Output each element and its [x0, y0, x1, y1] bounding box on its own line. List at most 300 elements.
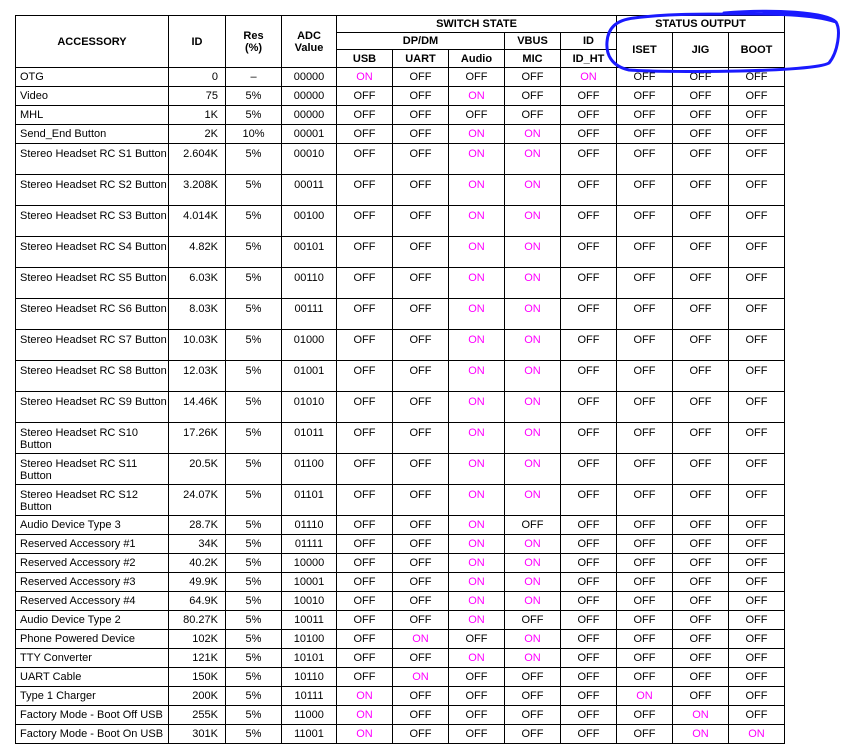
id-cell: 17.26K [169, 423, 226, 454]
jig-state-cell: OFF [673, 144, 729, 175]
id-ht-state-cell: OFF [561, 573, 617, 592]
usb-state-cell: ON [337, 706, 393, 725]
adc-cell: 01110 [282, 516, 337, 535]
audio-state-cell: OFF [449, 106, 505, 125]
usb-state-cell: OFF [337, 485, 393, 516]
id-ht-state-cell: OFF [561, 175, 617, 206]
table-row [16, 423, 785, 454]
id-ht-state-cell: OFF [561, 106, 617, 125]
res-cell: 5% [226, 268, 282, 299]
uart-state-cell: OFF [393, 87, 449, 106]
adc-cell: 01000 [282, 330, 337, 361]
jig-state-cell: OFF [673, 125, 729, 144]
table-row [16, 68, 785, 87]
adc-cell: 00001 [282, 125, 337, 144]
header-jig: JIG [673, 33, 729, 68]
accessory-name-cell: Audio Device Type 2 [16, 611, 169, 630]
audio-state-cell: ON [449, 87, 505, 106]
boot-state-cell: OFF [729, 175, 785, 206]
id-cell: 20.5K [169, 454, 226, 485]
boot-state-cell: OFF [729, 649, 785, 668]
iset-state-cell: OFF [617, 454, 673, 485]
usb-state-cell: OFF [337, 611, 393, 630]
res-cell: 5% [226, 573, 282, 592]
boot-state-cell: OFF [729, 668, 785, 687]
iset-state-cell: OFF [617, 554, 673, 573]
accessory-name-cell: Type 1 Charger [16, 687, 169, 706]
usb-state-cell: OFF [337, 299, 393, 330]
iset-state-cell: OFF [617, 106, 673, 125]
adc-cell: 10110 [282, 668, 337, 687]
id-ht-state-cell: OFF [561, 299, 617, 330]
mic-state-cell: OFF [505, 106, 561, 125]
usb-state-cell: OFF [337, 268, 393, 299]
id-cell: 150K [169, 668, 226, 687]
iset-state-cell: OFF [617, 299, 673, 330]
mic-state-cell: ON [505, 554, 561, 573]
adc-cell: 00010 [282, 144, 337, 175]
accessory-name-cell: Reserved Accessory #3 [16, 573, 169, 592]
accessory-name-cell: Audio Device Type 3 [16, 516, 169, 535]
table-row [16, 87, 785, 106]
uart-state-cell: OFF [393, 725, 449, 744]
res-cell: 5% [226, 485, 282, 516]
uart-state-cell: OFF [393, 175, 449, 206]
id-ht-state-cell: OFF [561, 611, 617, 630]
table-row [16, 706, 785, 725]
id-ht-state-cell: OFF [561, 485, 617, 516]
accessory-name-cell: Stereo Headset RC S10 Button [16, 423, 169, 454]
res-cell: 5% [226, 554, 282, 573]
accessory-name-cell: TTY Converter [16, 649, 169, 668]
id-cell: 301K [169, 725, 226, 744]
accessory-name-cell: Stereo Headset RC S1 Button [16, 144, 169, 175]
table-row [16, 392, 785, 423]
audio-state-cell: ON [449, 361, 505, 392]
iset-state-cell: OFF [617, 573, 673, 592]
id-cell: 2.604K [169, 144, 226, 175]
adc-cell: 01010 [282, 392, 337, 423]
iset-state-cell: OFF [617, 175, 673, 206]
boot-state-cell: OFF [729, 361, 785, 392]
header-vbus: VBUS [505, 33, 561, 50]
mic-state-cell: ON [505, 125, 561, 144]
audio-state-cell: ON [449, 268, 505, 299]
id-ht-state-cell: OFF [561, 125, 617, 144]
mic-state-cell: OFF [505, 706, 561, 725]
res-cell: – [226, 68, 282, 87]
boot-state-cell: OFF [729, 392, 785, 423]
uart-state-cell: OFF [393, 144, 449, 175]
accessory-name-cell: Stereo Headset RC S4 Button [16, 237, 169, 268]
uart-state-cell: OFF [393, 206, 449, 237]
mic-state-cell: ON [505, 237, 561, 268]
adc-cell: 00000 [282, 68, 337, 87]
accessory-name-cell: Stereo Headset RC S9 Button [16, 392, 169, 423]
accessory-name-cell: Factory Mode - Boot On USB [16, 725, 169, 744]
res-cell: 5% [226, 725, 282, 744]
jig-state-cell: OFF [673, 554, 729, 573]
audio-state-cell: ON [449, 175, 505, 206]
mic-state-cell: ON [505, 630, 561, 649]
id-cell: 6.03K [169, 268, 226, 299]
usb-state-cell: OFF [337, 573, 393, 592]
usb-state-cell: ON [337, 68, 393, 87]
usb-state-cell: OFF [337, 87, 393, 106]
iset-state-cell: OFF [617, 144, 673, 175]
table-row [16, 535, 785, 554]
accessory-name-cell: Stereo Headset RC S2 Button [16, 175, 169, 206]
res-cell: 5% [226, 206, 282, 237]
uart-state-cell: OFF [393, 687, 449, 706]
res-cell: 5% [226, 454, 282, 485]
uart-state-cell: OFF [393, 573, 449, 592]
mic-state-cell: ON [505, 299, 561, 330]
jig-state-cell: OFF [673, 687, 729, 706]
uart-state-cell: OFF [393, 535, 449, 554]
boot-state-cell: OFF [729, 592, 785, 611]
accessory-name-cell: UART Cable [16, 668, 169, 687]
jig-state-cell: OFF [673, 68, 729, 87]
adc-cell: 00000 [282, 87, 337, 106]
header-res: Res (%) [226, 16, 282, 68]
audio-state-cell: OFF [449, 630, 505, 649]
res-cell: 5% [226, 330, 282, 361]
mic-state-cell: ON [505, 361, 561, 392]
boot-state-cell: OFF [729, 706, 785, 725]
adc-cell: 10111 [282, 687, 337, 706]
accessory-name-cell: Reserved Accessory #4 [16, 592, 169, 611]
boot-state-cell: OFF [729, 330, 785, 361]
iset-state-cell: OFF [617, 611, 673, 630]
uart-state-cell: OFF [393, 592, 449, 611]
id-cell: 4.82K [169, 237, 226, 268]
uart-state-cell: OFF [393, 392, 449, 423]
jig-state-cell: OFF [673, 361, 729, 392]
mic-state-cell: ON [505, 268, 561, 299]
mic-state-cell: OFF [505, 668, 561, 687]
mic-state-cell: ON [505, 649, 561, 668]
adc-cell: 10010 [282, 592, 337, 611]
audio-state-cell: ON [449, 611, 505, 630]
iset-state-cell: OFF [617, 125, 673, 144]
usb-state-cell: OFF [337, 330, 393, 361]
table-row [16, 649, 785, 668]
iset-state-cell: OFF [617, 516, 673, 535]
boot-state-cell: OFF [729, 87, 785, 106]
audio-state-cell: ON [449, 516, 505, 535]
usb-state-cell: OFF [337, 592, 393, 611]
audio-state-cell: ON [449, 573, 505, 592]
header-switch-state: SWITCH STATE [337, 16, 617, 33]
id-ht-state-cell: OFF [561, 87, 617, 106]
usb-state-cell: OFF [337, 630, 393, 649]
accessory-table [15, 15, 785, 744]
table-row [16, 485, 785, 516]
audio-state-cell: ON [449, 206, 505, 237]
adc-cell: 00110 [282, 268, 337, 299]
res-cell: 5% [226, 687, 282, 706]
iset-state-cell: OFF [617, 725, 673, 744]
table-row [16, 330, 785, 361]
accessory-name-cell: Stereo Headset RC S3 Button [16, 206, 169, 237]
usb-state-cell: OFF [337, 175, 393, 206]
id-ht-state-cell: OFF [561, 630, 617, 649]
id-ht-state-cell: OFF [561, 706, 617, 725]
jig-state-cell: OFF [673, 649, 729, 668]
table-row [16, 175, 785, 206]
mic-state-cell: ON [505, 454, 561, 485]
jig-state-cell: OFF [673, 630, 729, 649]
mic-state-cell: OFF [505, 611, 561, 630]
boot-state-cell: OFF [729, 573, 785, 592]
boot-state-cell: OFF [729, 554, 785, 573]
res-cell: 5% [226, 237, 282, 268]
table-row [16, 268, 785, 299]
jig-state-cell: OFF [673, 268, 729, 299]
usb-state-cell: OFF [337, 106, 393, 125]
mic-state-cell: ON [505, 206, 561, 237]
usb-state-cell: ON [337, 725, 393, 744]
mic-state-cell: OFF [505, 87, 561, 106]
id-ht-state-cell: OFF [561, 423, 617, 454]
usb-state-cell: OFF [337, 649, 393, 668]
accessory-name-cell: Factory Mode - Boot Off USB [16, 706, 169, 725]
accessory-name-cell: Stereo Headset RC S5 Button [16, 268, 169, 299]
jig-state-cell: OFF [673, 206, 729, 237]
mic-state-cell: ON [505, 423, 561, 454]
jig-state-cell: OFF [673, 573, 729, 592]
adc-cell: 00100 [282, 206, 337, 237]
jig-state-cell: OFF [673, 611, 729, 630]
jig-state-cell: OFF [673, 668, 729, 687]
header-audio: Audio [449, 50, 505, 68]
table-row [16, 687, 785, 706]
audio-state-cell: ON [449, 423, 505, 454]
accessory-name-cell: Reserved Accessory #2 [16, 554, 169, 573]
adc-cell: 10011 [282, 611, 337, 630]
res-cell: 5% [226, 299, 282, 330]
audio-state-cell: ON [449, 330, 505, 361]
id-cell: 75 [169, 87, 226, 106]
audio-state-cell: OFF [449, 725, 505, 744]
table-row [16, 299, 785, 330]
id-ht-state-cell: OFF [561, 237, 617, 268]
boot-state-cell: OFF [729, 485, 785, 516]
audio-state-cell: ON [449, 485, 505, 516]
accessory-name-cell: Video [16, 87, 169, 106]
res-cell: 5% [226, 706, 282, 725]
header-dpdm: DP/DM [337, 33, 505, 50]
header-id-group: ID [561, 33, 617, 50]
id-ht-state-cell: OFF [561, 725, 617, 744]
res-cell: 5% [226, 668, 282, 687]
id-ht-state-cell: OFF [561, 592, 617, 611]
boot-state-cell: OFF [729, 687, 785, 706]
id-cell: 102K [169, 630, 226, 649]
id-ht-state-cell: ON [561, 68, 617, 87]
mic-state-cell: ON [505, 175, 561, 206]
boot-state-cell: OFF [729, 454, 785, 485]
table-row [16, 144, 785, 175]
id-ht-state-cell: OFF [561, 330, 617, 361]
header-id: ID [169, 16, 226, 68]
jig-state-cell: OFF [673, 237, 729, 268]
audio-state-cell: ON [449, 125, 505, 144]
uart-state-cell: OFF [393, 423, 449, 454]
jig-state-cell: ON [673, 706, 729, 725]
id-ht-state-cell: OFF [561, 535, 617, 554]
res-cell: 5% [226, 392, 282, 423]
res-cell: 5% [226, 175, 282, 206]
id-cell: 1K [169, 106, 226, 125]
accessory-name-cell: Stereo Headset RC S11 Button [16, 454, 169, 485]
iset-state-cell: OFF [617, 668, 673, 687]
iset-state-cell: ON [617, 687, 673, 706]
jig-state-cell: OFF [673, 423, 729, 454]
id-cell: 10.03K [169, 330, 226, 361]
audio-state-cell: OFF [449, 68, 505, 87]
id-cell: 80.27K [169, 611, 226, 630]
id-cell: 0 [169, 68, 226, 87]
id-ht-state-cell: OFF [561, 454, 617, 485]
jig-state-cell: OFF [673, 485, 729, 516]
id-ht-state-cell: OFF [561, 554, 617, 573]
jig-state-cell: ON [673, 725, 729, 744]
accessory-name-cell: Stereo Headset RC S7 Button [16, 330, 169, 361]
uart-state-cell: OFF [393, 268, 449, 299]
id-cell: 64.9K [169, 592, 226, 611]
adc-cell: 01001 [282, 361, 337, 392]
accessory-name-cell: MHL [16, 106, 169, 125]
jig-state-cell: OFF [673, 592, 729, 611]
adc-cell: 00111 [282, 299, 337, 330]
id-ht-state-cell: OFF [561, 668, 617, 687]
table-row [16, 361, 785, 392]
adc-cell: 10101 [282, 649, 337, 668]
uart-state-cell: OFF [393, 649, 449, 668]
usb-state-cell: OFF [337, 392, 393, 423]
boot-state-cell: OFF [729, 106, 785, 125]
header-uart: UART [393, 50, 449, 68]
mic-state-cell: ON [505, 392, 561, 423]
usb-state-cell: OFF [337, 144, 393, 175]
jig-state-cell: OFF [673, 330, 729, 361]
header-adc: ADC Value [282, 16, 337, 68]
table-row [16, 125, 785, 144]
adc-cell: 01100 [282, 454, 337, 485]
mic-state-cell: ON [505, 330, 561, 361]
uart-state-cell: OFF [393, 516, 449, 535]
usb-state-cell: OFF [337, 237, 393, 268]
audio-state-cell: ON [449, 535, 505, 554]
iset-state-cell: OFF [617, 237, 673, 268]
adc-cell: 10000 [282, 554, 337, 573]
uart-state-cell: ON [393, 630, 449, 649]
boot-state-cell: OFF [729, 125, 785, 144]
iset-state-cell: OFF [617, 649, 673, 668]
header-status-output: STATUS OUTPUT [617, 16, 785, 33]
adc-cell: 11001 [282, 725, 337, 744]
table-row [16, 668, 785, 687]
iset-state-cell: OFF [617, 592, 673, 611]
uart-state-cell: OFF [393, 68, 449, 87]
id-cell: 40.2K [169, 554, 226, 573]
iset-state-cell: OFF [617, 706, 673, 725]
id-cell: 49.9K [169, 573, 226, 592]
jig-state-cell: OFF [673, 392, 729, 423]
uart-state-cell: OFF [393, 706, 449, 725]
res-cell: 5% [226, 516, 282, 535]
mic-state-cell: ON [505, 485, 561, 516]
audio-state-cell: ON [449, 392, 505, 423]
header-accessory: ACCESSORY [16, 16, 169, 68]
id-cell: 34K [169, 535, 226, 554]
res-cell: 5% [226, 144, 282, 175]
adc-cell: 10100 [282, 630, 337, 649]
usb-state-cell: ON [337, 687, 393, 706]
uart-state-cell: OFF [393, 330, 449, 361]
audio-state-cell: OFF [449, 687, 505, 706]
iset-state-cell: OFF [617, 268, 673, 299]
usb-state-cell: OFF [337, 423, 393, 454]
iset-state-cell: OFF [617, 423, 673, 454]
id-cell: 121K [169, 649, 226, 668]
id-cell: 2K [169, 125, 226, 144]
uart-state-cell: OFF [393, 485, 449, 516]
uart-state-cell: OFF [393, 361, 449, 392]
adc-cell: 01101 [282, 485, 337, 516]
table-row [16, 106, 785, 125]
accessory-name-cell: Stereo Headset RC S8 Button [16, 361, 169, 392]
usb-state-cell: OFF [337, 535, 393, 554]
table-row [16, 554, 785, 573]
audio-state-cell: ON [449, 554, 505, 573]
uart-state-cell: OFF [393, 299, 449, 330]
iset-state-cell: OFF [617, 485, 673, 516]
table-row [16, 725, 785, 744]
res-cell: 5% [226, 630, 282, 649]
id-ht-state-cell: OFF [561, 361, 617, 392]
boot-state-cell: OFF [729, 268, 785, 299]
res-cell: 5% [226, 535, 282, 554]
audio-state-cell: ON [449, 454, 505, 485]
adc-cell: 10001 [282, 573, 337, 592]
id-ht-state-cell: OFF [561, 144, 617, 175]
uart-state-cell: OFF [393, 554, 449, 573]
boot-state-cell: OFF [729, 535, 785, 554]
usb-state-cell: OFF [337, 125, 393, 144]
jig-state-cell: OFF [673, 299, 729, 330]
res-cell: 5% [226, 611, 282, 630]
usb-state-cell: OFF [337, 454, 393, 485]
uart-state-cell: OFF [393, 454, 449, 485]
id-cell: 24.07K [169, 485, 226, 516]
usb-state-cell: OFF [337, 668, 393, 687]
accessory-name-cell: Stereo Headset RC S6 Button [16, 299, 169, 330]
accessory-name-cell: Stereo Headset RC S12 Button [16, 485, 169, 516]
uart-state-cell: OFF [393, 237, 449, 268]
iset-state-cell: OFF [617, 630, 673, 649]
uart-state-cell: ON [393, 668, 449, 687]
mic-state-cell: ON [505, 573, 561, 592]
adc-cell: 00011 [282, 175, 337, 206]
usb-state-cell: OFF [337, 516, 393, 535]
adc-cell: 01011 [282, 423, 337, 454]
boot-state-cell: OFF [729, 299, 785, 330]
table-row [16, 573, 785, 592]
table-row [16, 237, 785, 268]
